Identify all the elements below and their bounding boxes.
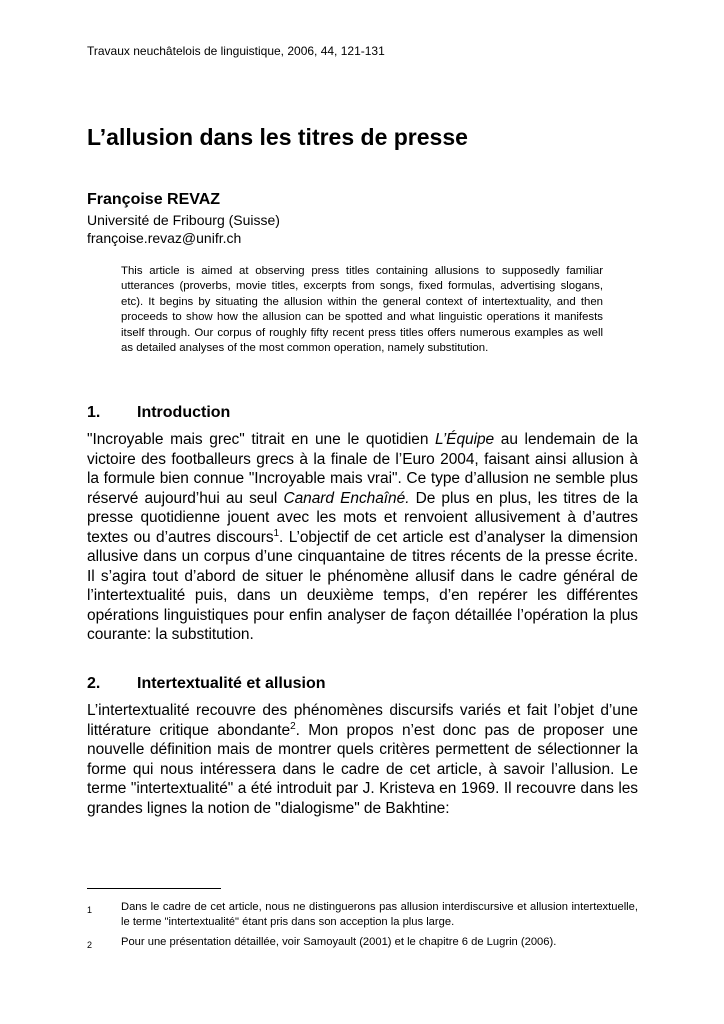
section-number: 2. bbox=[87, 675, 101, 692]
article-title: L’allusion dans les titres de presse bbox=[87, 124, 468, 150]
footnote-separator bbox=[87, 888, 221, 889]
abstract: This article is aimed at observing press titles containing allusions to supposedly familiar utterances (proverbs, movie titles, excerpts from songs, fixed formulas, advertising slogans, etc). It begins by situating the allusion within the general context of intertextuality, and then proceeds to show how the allusion can be spotted and what linguistic operations it manifests itself through. Our corpus of roughly fifty recent press titles offers numerous examples as well as detailed analyses of the most common operation, namely substitution. bbox=[121, 265, 603, 355]
footnote-text: Pour une présentation détaillée, voir Samoyault (2001) et le chapitre 6 de Lugrin (2006). bbox=[121, 936, 557, 948]
footnote-number: 2 bbox=[87, 940, 93, 950]
footnote-2 bbox=[87, 935, 638, 950]
text-run: "Incroyable mais grec" titrait en une le quotidien bbox=[87, 431, 436, 448]
footnote-1 bbox=[87, 900, 638, 930]
author-affiliation: Université de Fribourg (Suisse) bbox=[87, 212, 280, 228]
author-name: Françoise REVAZ bbox=[87, 191, 221, 208]
text-run: . Mon propos n’est donc pas de proposer une nouvelle définition mais de montrer quels critères permettent de sélectionner la forme qui nous intéressera dans le cadre de cet article, à savoir l’allusion. Le terme "intertextualité" a été introduit par J. Kristeva en 1969. Il recouvre dans les grandes lignes la notion de "dialogisme" de Bakhtine: bbox=[87, 721, 638, 817]
author-email: françoise.revaz@unifr.ch bbox=[87, 230, 242, 246]
intertextualite-paragraph bbox=[87, 701, 638, 818]
section-title: Introduction bbox=[137, 404, 231, 421]
text-run: au lendemain de la victoire des footballeurs grecs à la finale de l’Euro 2004, faisant ainsi allusion à la formule bien connue "Incroyable mais vrai". Ce type d’allusion ne semble plus réservé aujourd’hui au seul bbox=[87, 431, 639, 507]
section-title: Intertextualité et allusion bbox=[137, 675, 326, 692]
footnote-number: 1 bbox=[87, 905, 93, 915]
footnote-ref[interactable]: 2 bbox=[290, 720, 296, 732]
newspaper-name: L’Équipe bbox=[435, 431, 495, 448]
footnote-ref[interactable]: 1 bbox=[273, 527, 280, 539]
section-heading-intertextualite bbox=[87, 675, 325, 693]
text-run: L’intertextualité recouvre des phénomènes discursifs variés et fait l’objet d’une littérature critique abondante bbox=[87, 702, 638, 739]
author-info bbox=[87, 211, 280, 247]
section-heading-introduction bbox=[87, 404, 230, 422]
footnote-text: Dans le cadre de cet article, nous ne distinguerons pas allusion interdiscursive et allusion intertextuelle, le terme "intertextualité" étant pris dans son acception la plus large. bbox=[121, 901, 638, 928]
newspaper-name: Canard Enchaîné. bbox=[283, 489, 410, 507]
section-number: 1. bbox=[87, 404, 101, 421]
text-run: . L’objectif de cet article est d’analyser la dimension allusive dans un corpus d’une cinquantaine de titres récents de la presse écrite. Il s’agira tout d’abord de situer le phénomène allusif dans le cadre général de l’intertextualité puis, dans un deuxième temps, d’en repérer les différentes opérations linguistiques pour enfin analyser de façon détaillée l’opération la plus courante: la substitution. bbox=[87, 528, 638, 643]
introduction-paragraph bbox=[87, 430, 638, 645]
running-header: Travaux neuchâtelois de linguistique, 2006, 44, 121-131 bbox=[87, 44, 385, 58]
text-run: De plus en plus, les titres de la presse quotidienne jouent avec les mots et renvoient allusivement à d’autres textes ou d’autres discours bbox=[87, 489, 638, 546]
